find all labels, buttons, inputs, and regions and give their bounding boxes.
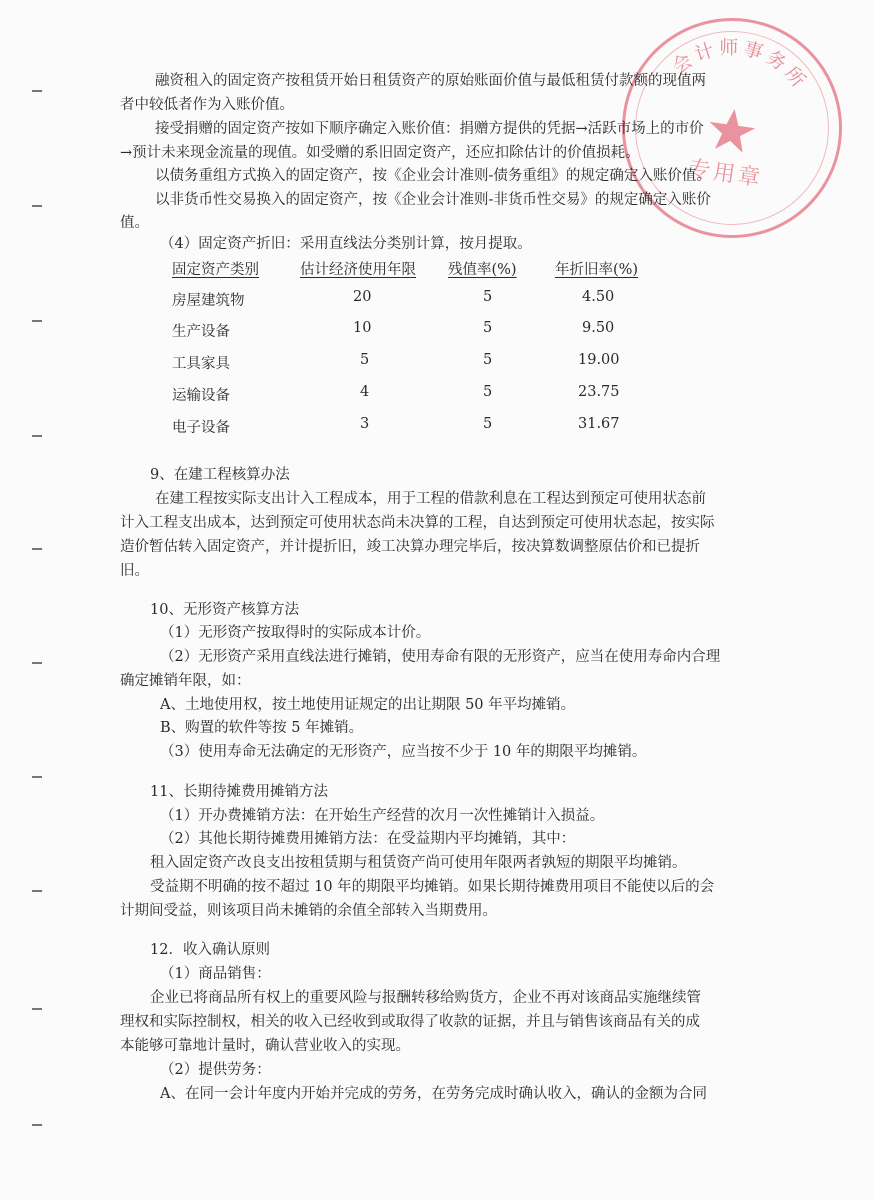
section-12-title: 12．收入确认原则 bbox=[150, 942, 270, 958]
section-11-p4-line1: 受益期不明确的按不超过 10 年的期限平均摊销。如果长期待摊费用项目不能使以后的会 bbox=[150, 879, 715, 895]
para-donate-line2: →预计未来现金流量的现值。如受赠的系旧固定资产，还应扣除估计的价值损耗。 bbox=[120, 145, 640, 161]
section-11-p1: （1）开办费摊销方法：在开始生产经营的次月一次性摊销计入损益。 bbox=[160, 808, 605, 824]
section-12-p1-body-line1: 企业已将商品所有权上的重要风险与报酬转移给购货方，企业不再对该商品实施继续管 bbox=[150, 990, 701, 1006]
section-10-item-a: A、土地使用权，按土地使用证规定的出让期限 50 年平均摊销。 bbox=[160, 697, 576, 713]
header-useful-life: 估计经济使用年限 bbox=[300, 262, 416, 278]
binding-mark bbox=[32, 890, 42, 892]
section-9-title: 9、在建工程核算办法 bbox=[150, 467, 290, 483]
section-11-p4-line2: 计期间受益，则该项目尚未摊销的余值全部转入当期费用。 bbox=[120, 903, 497, 919]
binding-mark bbox=[32, 1008, 42, 1010]
header-residual-rate: 残值率(%) bbox=[448, 262, 517, 278]
seal-ring-text: 会计师事务所 bbox=[668, 36, 812, 95]
section-12-item-a: A、在同一会计年度内开始并完成的劳务，在劳务完成时确认收入，确认的金额为合同 bbox=[160, 1086, 707, 1102]
binding-mark bbox=[32, 205, 42, 207]
section-11-p2: （2）其他长期待摊费用摊销方法：在受益期内平均摊销，其中： bbox=[160, 831, 576, 847]
header-depreciation-rate: 年折旧率(%) bbox=[555, 262, 639, 278]
para-nonmonetary-line1: 以非货币性交易换入的固定资产，按《企业会计准则-非货币性交易》的规定确定入账价 bbox=[155, 192, 711, 208]
section-12-p1: （1）商品销售： bbox=[160, 966, 271, 982]
para-lease-line2: 者中较低者作为入账价值。 bbox=[120, 97, 294, 113]
section-12-p2: （2）提供劳务： bbox=[160, 1062, 271, 1078]
binding-mark bbox=[32, 1124, 42, 1126]
section-9-line3: 造价暂估转入固定资产，并计提折旧，竣工决算办理完毕后，按决算数调整原估价和已提折 bbox=[120, 539, 700, 555]
section-11-p3: 租入固定资产改良支出按租赁期与租赁资产尚可使用年限两者孰短的期限平均摊销。 bbox=[150, 855, 687, 871]
para-lease-line1: 融资租入的固定资产按租赁开始日租赁资产的原始账面价值与最低租赁付款额的现值两 bbox=[155, 73, 706, 89]
section-12-p1-body-line2: 理权和实际控制权，相关的收入已经收到或取得了收款的证据，并且与销售该商品有关的成 bbox=[120, 1014, 700, 1030]
binding-mark bbox=[32, 662, 42, 664]
depreciation-intro: （4）固定资产折旧：采用直线法分类别计算，按月提取。 bbox=[160, 236, 532, 252]
section-10-title: 10、无形资产核算方法 bbox=[150, 602, 299, 618]
section-12-p1-body-line3: 本能够可靠地计量时，确认营业收入的实现。 bbox=[120, 1038, 410, 1054]
header-category: 固定资产类别 bbox=[172, 262, 259, 278]
para-donate-line1: 接受捐赠的固定资产按如下顺序确定入账价值：捐赠方提供的凭据→活跃市场上的市价 bbox=[155, 121, 704, 137]
para-nonmonetary-line2: 值。 bbox=[120, 215, 149, 231]
section-11-title: 11、长期待摊费用摊销方法 bbox=[150, 784, 328, 800]
section-10-p3: （3）使用寿命无法确定的无形资产，应当按不少于 10 年的期限平均摊销。 bbox=[160, 744, 647, 760]
binding-mark bbox=[32, 435, 42, 437]
section-9-line4: 旧。 bbox=[120, 563, 149, 579]
para-debt: 以债务重组方式换入的固定资产，按《企业会计准则-债务重组》的规定确定入账价值。 bbox=[155, 168, 711, 184]
section-10-p1: （1）无形资产按取得时的实际成本计价。 bbox=[160, 625, 431, 641]
section-10-item-b: B、购置的软件等按 5 年摊销。 bbox=[160, 720, 364, 736]
binding-mark bbox=[32, 90, 42, 92]
section-10-p2-line1: （2）无形资产采用直线法进行摊销，使用寿命有限的无形资产，应当在使用寿命内合理 bbox=[160, 649, 721, 665]
seal-center-text: 专用章 bbox=[686, 156, 765, 192]
binding-mark bbox=[32, 548, 42, 550]
binding-mark bbox=[32, 320, 42, 322]
document-page: 会计师事务所 专用章 融资租入的固定资产按租赁开始日租赁资产的原始账面价值与最低租赁付款额的现值两 者中较低者作为入账价值。 接受捐赠的固定资产按如下顺序确定入账价值：捐赠方提供的凭据→活跃市场上的市价 →预计未来现金流量的现值。如受赠的系旧固定资产，还应扣除估计的价值损耗。 以债务重组方式换入的固定资产，按《企业会计准则-债务重组》的规定确定入账价值。 以非货币性交易换入的固定资产，按《企业会计准则-非货币性交易》的规定确定入账价 值。 （4）固定资产折旧：采用直线法分类别计算，按月提取。 固定资产类别 估计经济使用年限 残值率(%) 年折旧率(%) 房屋建筑物 20 5 4.50 生产设备 10 5 9.50 工具家具 5 5 19.00 运输设备 4 5 23.75 电子设备 3 5 31.67 9、在建工程核算办法 在建工程按实际支出计入工程成本，用于工程的借款利息在工程达到预定可使用状态前 计入工程支出成本，达到预定可使用状态尚未决算的工程，自达到预定可使用状态起，按实际 造价暂估转入固定资产，并计提折旧，竣工决算办理完毕后，按决算数调整原估价和已提折 旧。 10、无形资产核算方法 （1）无形资产按取得时的实际成本计价。 （2）无形资产采用直线法进行摊销，使用寿命有限的无形资产，应当在使用寿命内合理 确定摊销年限，如： A、土地使用权，按土地使用证规定的出让期限 50 年平均摊销。 B、购置的软件等按 5 年摊销。 （3）使用寿命无法确定的无形资产，应当按不少于 10 年的期限平均摊销。 11、长期待摊费用摊销方法 （1）开办费摊销方法：在开始生产经营的次月一次性摊销计入损益。 （2）其他长期待摊费用摊销方法：在受益期内平均摊销，其中： 租入固定资产改良支出按租赁期与租赁资产尚可使用年限两者孰短的期限平均摊销。 受益期不明确的按不超过 10 年的期限平均摊销。如果长期待摊费用项目不能使以后的会 计期间受益，则该项目尚未摊销的余值全部转入当期费用。 12．收入确认原则 （1）商品销售： 企业已将商品所有权上的重要风险与报酬转移给购货方，企业不再对该商品实施继续管 理权和实际控制权，相关的收入已经收到或取得了收款的证据，并且与销售该商品有关的成 本能够可靠地计量时，确认营业收入的实现。 （2）提供劳务： A、在同一会计年度内开始并完成的劳务，在劳务完成时确认收入，确认的金额为合同 bbox=[0, 0, 873, 1200]
section-10-p2-line2: 确定摊销年限，如： bbox=[120, 673, 251, 689]
section-9-line1: 在建工程按实际支出计入工程成本，用于工程的借款利息在工程达到预定可使用状态前 bbox=[155, 491, 706, 507]
seal-star-icon bbox=[706, 106, 757, 154]
binding-mark bbox=[32, 776, 42, 778]
section-9-line2: 计入工程支出成本，达到预定可使用状态尚未决算的工程，自达到预定可使用状态起，按实际 bbox=[120, 515, 715, 531]
